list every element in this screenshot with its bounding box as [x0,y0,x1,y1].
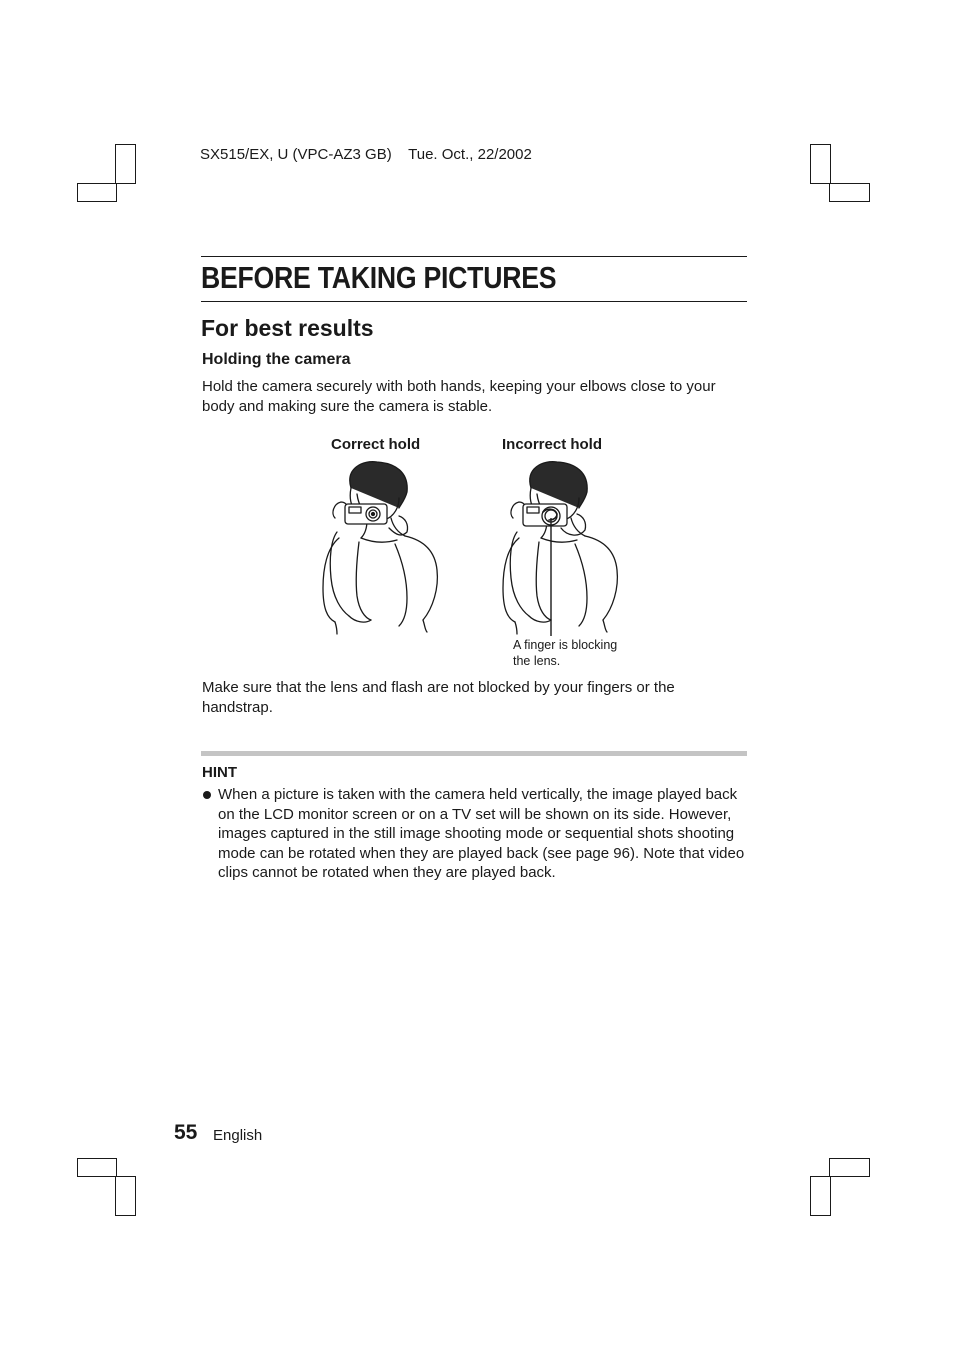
hint-item: When a picture is taken with the camera held vertically, the image played back on the LCD monitor screen or on a TV set will be shown on its side. However, images captured in the still image shooting mode or sequential shots shooting mode can be rotated when they are played back (see page 96). Note that video clips cannot be rotated when they are played back. [218,786,745,881]
crop-mark-top-right-v [810,144,831,184]
incorrect-hold-illustration [495,458,625,636]
crop-mark-top-left-v [115,144,136,184]
crop-mark-bottom-left-h [77,1158,117,1177]
crop-mark-top-left-h [77,183,117,202]
hint-title: HINT [202,764,237,781]
incorrect-hold-caption: Incorrect hold [502,436,603,453]
section-title: For best results [201,315,374,341]
crop-mark-bottom-left-v [115,1176,136,1216]
page-title: BEFORE TAKING PICTURES [201,260,557,295]
header-model: SX515/EX, U (VPC-AZ3 GB) [200,146,392,163]
correct-hold-caption: Correct hold [331,436,421,453]
correct-hold-illustration [315,458,445,636]
title-rule-top [201,256,747,257]
bullet-icon [203,791,211,799]
lens-note-paragraph: Make sure that the lens and flash are not blocked by your fingers or the handstrap. [202,679,675,716]
crop-mark-bottom-right-v [810,1176,831,1216]
header-date: Tue. Oct., 22/2002 [408,146,532,163]
intro-paragraph: Hold the camera securely with both hands, keeping your elbows close to your body and making sure the camera is stable. [202,378,716,415]
hint-divider [201,751,747,756]
page-language: English [213,1127,263,1144]
subsection-title: Holding the camera [202,351,351,368]
print-header [200,146,532,163]
finger-callout: A finger is blocking the lens. [513,638,618,668]
title-rule-bottom [201,301,747,302]
crop-mark-top-right-h [829,183,870,202]
crop-mark-bottom-right-h [829,1158,870,1177]
page-number: 55 [174,1121,198,1144]
